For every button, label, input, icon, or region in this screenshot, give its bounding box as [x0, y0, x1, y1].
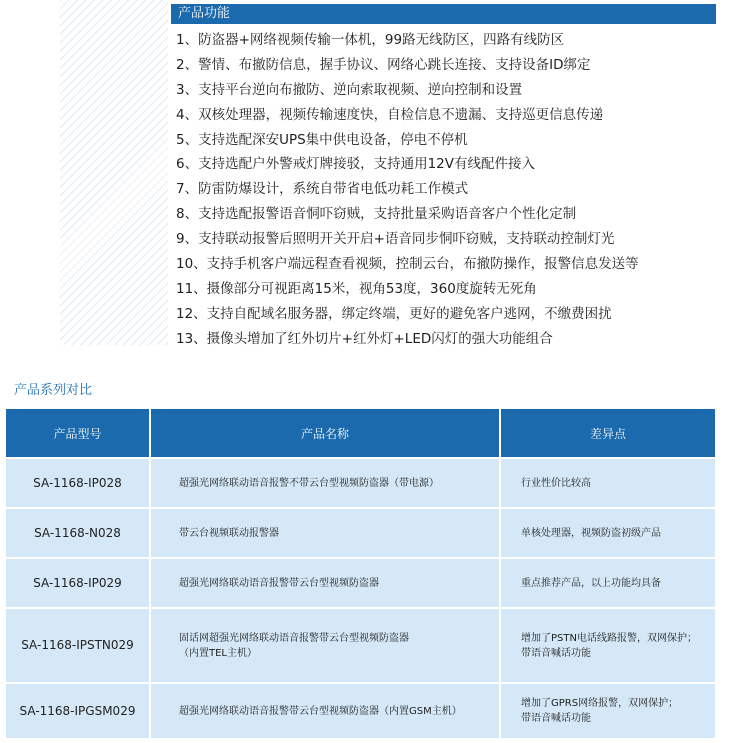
feature-item: 6、支持选配户外警戒灯牌接驳，支持通用12V有线配件接入: [176, 156, 536, 173]
diff-line: 带语音喊话功能: [521, 713, 591, 724]
feature-item: 8、支持选配报警语音恫吓窃贼，支持批量采购语音客户个性化定制: [176, 206, 577, 223]
table-row: [6, 509, 715, 559]
feature-list: [176, 28, 716, 352]
model-cell: SA-1168-IP029: [6, 559, 151, 609]
header-diff: 差异点: [501, 409, 715, 459]
diff-line: 单核处理器，视频防盗初级产品: [521, 527, 661, 539]
name-cell: [151, 609, 501, 684]
diff-cell: [501, 684, 715, 740]
feature-section-title: 产品功能: [171, 4, 716, 24]
product-comparison-table: [6, 409, 715, 740]
name-cell: [151, 559, 501, 609]
feature-item: 3、支持平台逆向布撤防、逆向索取视频、逆向控制和设置: [176, 81, 523, 98]
feature-item: 10、支持手机客户端远程查看视频，控制云台，布撤防操作，报警信息发送等: [176, 256, 639, 273]
series-section-title: 产品系列对比: [14, 383, 93, 398]
diff-cell: [501, 559, 715, 609]
table-header-row: [6, 409, 715, 459]
name-line: 带云台视频联动报警器: [179, 527, 279, 539]
table-row: [6, 559, 715, 609]
diff-cell: [501, 509, 715, 559]
feature-item: 5、支持选配深安UPS集中供电设备，停电不停机: [176, 131, 468, 148]
name-cell: [151, 684, 501, 740]
name-cell: [151, 459, 501, 509]
diff-cell: [501, 459, 715, 509]
diff-line: 增加了PSTN电话线路报警，双网保护；: [521, 632, 697, 644]
feature-item: 9、支持联动报警后照明开关开启+语音同步恫吓窃贼，支持联动控制灯光: [176, 231, 615, 248]
model-cell: SA-1168-IPSTN029: [6, 609, 151, 684]
name-line: 超强光网络联动语音报警带云台型视频防盗器: [179, 577, 379, 589]
feature-item: 2、警情、布撤防信息，握手协议、网络心跳长连接、支持设备ID绑定: [176, 56, 591, 73]
feature-item: 13、摄像头增加了红外切片+红外灯+LED闪灯的强大功能组合: [176, 330, 553, 347]
model-cell: SA-1168-N028: [6, 509, 151, 559]
feature-item: 11、摄像部分可视距离15米，视角53度，360度旋转无死角: [176, 280, 537, 297]
model-cell: SA-1168-IP028: [6, 459, 151, 509]
table-row: [6, 609, 715, 684]
name-line: （内置TEL主机）: [179, 647, 257, 659]
name-line: 固话网超强光网络联动语音报警带云台型视频防盗器: [179, 632, 409, 644]
feature-item: 4、双核处理器，视频传输速度快，自检信息不遗漏、支持巡更信息传递: [176, 106, 604, 123]
name-line: 超强光网络联动语音报警带云台型视频防盗器（内置GSM主机）: [179, 705, 462, 717]
table-row: [6, 684, 715, 740]
header-model: 产品型号: [6, 409, 151, 459]
feature-item: 12、支持自配域名服务器，绑定终端，更好的避免客户逃网，不缴费困扰: [176, 305, 612, 322]
diff-line: 重点推荐产品，以上功能均具备: [521, 577, 661, 589]
name-line: 超强光网络联动语音报警不带云台型视频防盗器（带电源）: [179, 477, 439, 489]
feature-item: 1、防盗器+网络视频传输一体机，99路无线防区，四路有线防区: [176, 32, 565, 48]
header-name: 产品名称: [151, 409, 501, 459]
model-cell: SA-1168-IPGSM029: [6, 684, 151, 740]
diff-cell: [501, 609, 715, 684]
diff-line: 增加了GPRS网络报警，双网保护；: [521, 698, 679, 709]
name-cell: [151, 509, 501, 559]
decorative-stripes: [60, 0, 168, 345]
diff-line: 带语音喊话功能: [521, 647, 591, 659]
table-row: [6, 459, 715, 509]
diff-line: 行业性价比较高: [521, 477, 591, 489]
feature-item: 7、防雷防爆设计，系统自带省电低功耗工作模式: [176, 181, 469, 198]
